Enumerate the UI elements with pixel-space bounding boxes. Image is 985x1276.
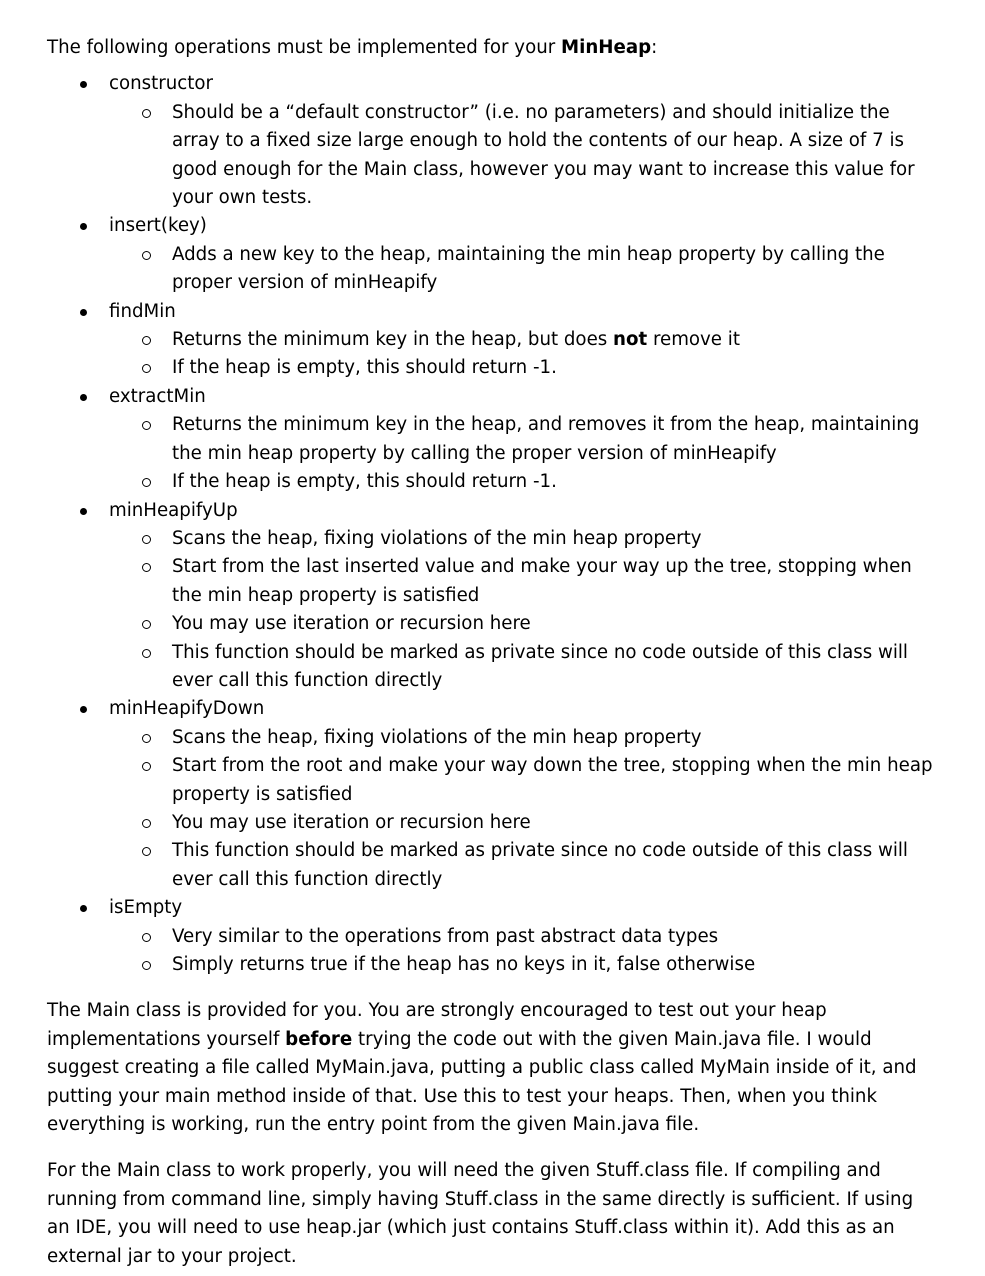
detail-text: If the heap is empty, this should return -1. xyxy=(172,471,557,493)
hollow-bullet-icon xyxy=(142,421,151,430)
detail-item xyxy=(109,99,937,213)
hollow-bullet-icon xyxy=(142,251,151,260)
detail-item xyxy=(109,241,937,298)
operation-name: minHeapifyDown xyxy=(109,698,265,720)
detail-text: Start from the last inserted value and make your way up the tree, stopping when the min heap property is satisfied xyxy=(172,556,912,606)
hollow-bullet-icon xyxy=(142,364,151,373)
hollow-bullet-icon xyxy=(142,620,151,629)
detail-text: remove it xyxy=(647,329,740,351)
detail-item xyxy=(109,553,937,610)
detail-item xyxy=(109,639,937,696)
paragraph-stuff-class: For the Main class to work properly, you will need the given Stuff.class file. If compiling and running from command line, simply having Stuff.class in the same directly is sufficient. If using an IDE, you will need to use heap.jar (which just contains Stuff.class within it). Add this as an external jar to your project. xyxy=(47,1160,914,1267)
operation-item xyxy=(47,497,937,696)
detail-item xyxy=(109,411,937,468)
detail-text: Simply returns true if the heap has no keys in it, false otherwise xyxy=(172,954,756,975)
bullet-icon xyxy=(80,81,87,88)
operations-list xyxy=(47,70,937,979)
bullet-icon xyxy=(80,394,87,401)
detail-text: This function should be marked as private since no code outside of this class will ever call this function directly xyxy=(172,840,908,890)
detail-text: Start from the root and make your way down the tree, stopping when the min heap property is satisfied xyxy=(172,755,933,805)
intro-line xyxy=(47,34,937,62)
hollow-bullet-icon xyxy=(142,478,151,487)
paragraph1-part2: trying the code out with the given Main.java file. I would suggest creating a file called MyMain.java, putting a public class called MyMain inside of it, and putting your main method inside of that. Use this to test your heaps. Then, when you think everything is working, run the entry point from the given Main.java file. xyxy=(47,1028,917,1136)
detail-item xyxy=(109,354,937,382)
operation-item xyxy=(47,298,937,383)
detail-text: Should be a “default constructor” (i.e. no parameters) and should initialize the array to a fixed size large enough to hold the contents of our heap. A size of 7 is good enough for the Main class, however you may want to increase this value for your own tests. xyxy=(172,101,915,209)
detail-item xyxy=(109,468,937,496)
detail-text: You may use iteration or recursion here xyxy=(172,613,531,635)
paragraph1-part1: The Main class is provided for you. You are strongly encouraged to test out your heap implementations yourself xyxy=(47,1000,827,1050)
detail-item xyxy=(109,525,937,553)
intro-suffix: : xyxy=(651,37,658,58)
operation-name: findMin xyxy=(109,300,176,322)
detail-text: Returns the minimum key in the heap, but does xyxy=(172,329,614,351)
operation-name: extractMin xyxy=(109,385,206,407)
hollow-bullet-icon xyxy=(142,563,151,572)
detail-item xyxy=(109,326,937,354)
operation-name: minHeapifyUp xyxy=(109,499,238,521)
hollow-bullet-icon xyxy=(142,734,151,743)
class-name: MinHeap xyxy=(560,37,652,58)
detail-text: This function should be marked as private since no code outside of this class will ever call this function directly xyxy=(172,641,908,691)
hollow-bullet-icon xyxy=(142,649,151,658)
bullet-icon xyxy=(80,508,87,515)
detail-item xyxy=(109,951,937,979)
detail-item xyxy=(109,809,937,837)
hollow-bullet-icon xyxy=(142,109,151,118)
operation-details xyxy=(109,411,937,496)
operation-item xyxy=(47,894,937,979)
hollow-bullet-icon xyxy=(142,847,151,856)
detail-text: Adds a new key to the heap, maintaining the min heap property by calling the proper version of minHeapify xyxy=(172,243,885,294)
operation-details xyxy=(109,241,937,298)
detail-text: If the heap is empty, this should return -1. xyxy=(172,357,557,379)
paragraph1-bold: before xyxy=(285,1028,353,1050)
detail-item xyxy=(109,752,937,809)
bullet-icon xyxy=(80,706,87,713)
bullet-icon xyxy=(80,905,87,912)
detail-text: Returns the minimum key in the heap, and removes it from the heap, maintaining the min heap property by calling the proper version of minHeapify xyxy=(172,414,920,464)
operation-details xyxy=(109,724,937,894)
detail-item xyxy=(109,724,937,752)
detail-item xyxy=(109,610,937,638)
paragraph-main-class xyxy=(47,997,937,1139)
operation-item xyxy=(47,695,937,894)
hollow-bullet-icon xyxy=(142,535,151,544)
hollow-bullet-icon xyxy=(142,819,151,828)
detail-item xyxy=(109,837,937,894)
detail-item xyxy=(109,923,937,951)
operation-details xyxy=(109,923,937,980)
operation-details xyxy=(109,99,937,213)
intro-text: The following operations must be implemented for your xyxy=(47,37,561,58)
operation-details xyxy=(109,525,937,695)
operation-item xyxy=(47,212,937,297)
detail-text: Scans the heap, fixing violations of the min heap property xyxy=(172,527,702,549)
detail-text: You may use iteration or recursion here xyxy=(172,811,531,833)
bullet-icon xyxy=(80,223,87,230)
detail-text: Very similar to the operations from past abstract data types xyxy=(172,925,719,947)
bullet-icon xyxy=(80,309,87,316)
detail-emphasis: not xyxy=(613,329,648,351)
hollow-bullet-icon xyxy=(142,961,151,970)
hollow-bullet-icon xyxy=(142,762,151,771)
detail-text: Scans the heap, fixing violations of the min heap property xyxy=(172,726,702,748)
operation-name: isEmpty xyxy=(109,897,183,919)
operation-name: insert(key) xyxy=(109,215,207,237)
operation-item xyxy=(47,70,937,212)
hollow-bullet-icon xyxy=(142,336,151,345)
operation-name: constructor xyxy=(109,73,214,95)
operation-details xyxy=(109,326,937,383)
operation-item xyxy=(47,383,937,497)
hollow-bullet-icon xyxy=(142,933,151,942)
